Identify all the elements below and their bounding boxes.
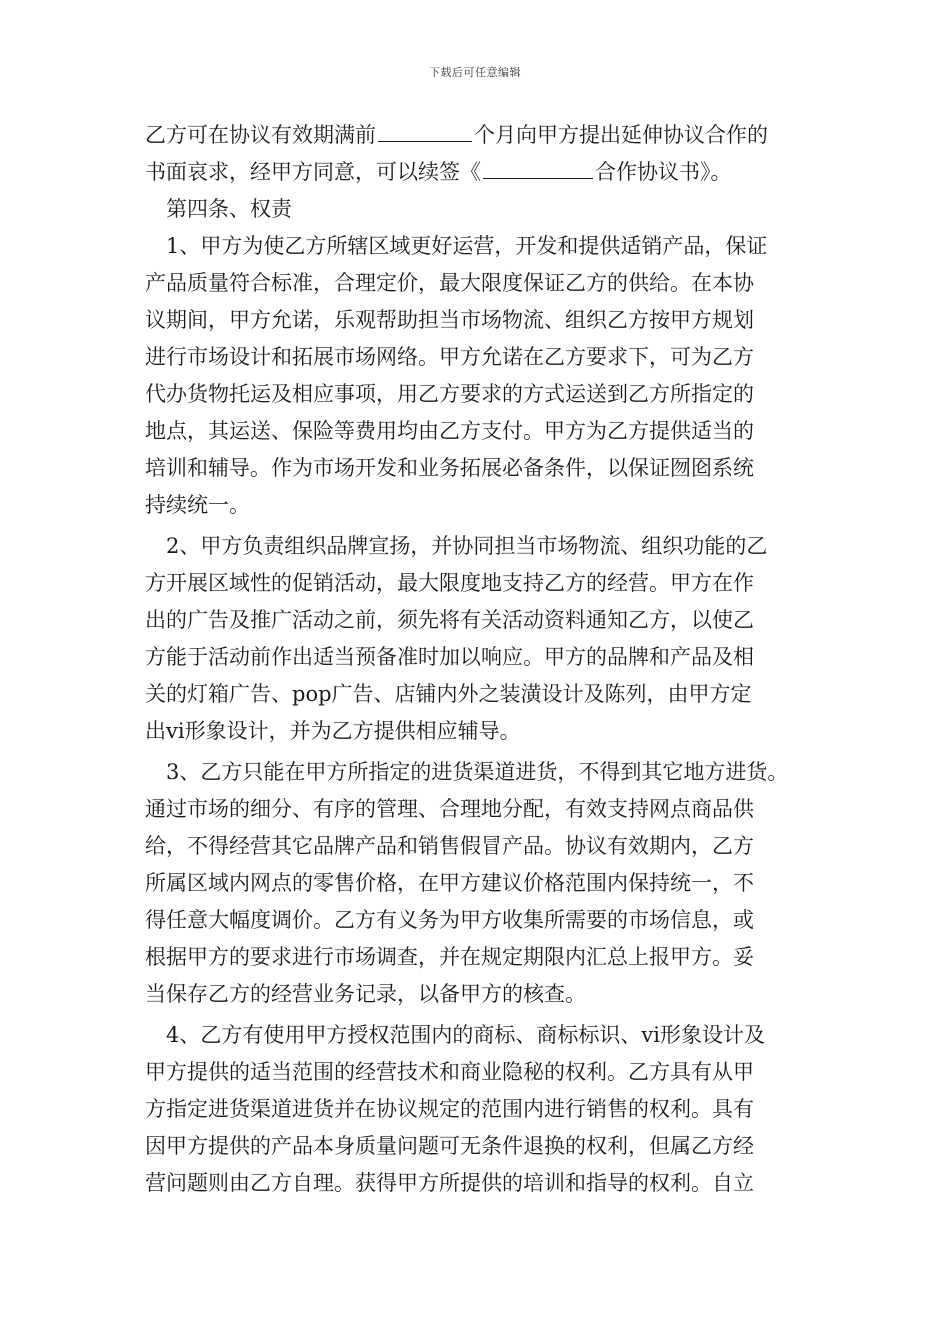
paragraph-3-line: 根据甲方的要求进行市场调查，并在规定期限内汇总上报甲方。妥 — [145, 945, 754, 969]
article-title: 第四条、权责 — [166, 197, 292, 221]
document-body — [145, 117, 817, 1202]
paragraph-1-line: 产品质量符合标准，合理定价，最大限度保证乙方的供给。在本协 — [145, 271, 754, 295]
continuation-line-2 — [145, 154, 817, 191]
paragraph-2-line: 方能于活动前作出适当预备准时加以响应。甲方的品牌和产品及相 — [145, 645, 754, 669]
paragraph-2-line: 关的灯箱广告、pop广告、店铺内外之装潢设计及陈列，由甲方定 — [145, 682, 752, 706]
paragraph-2-line: 出的广告及推广活动之前，须先将有关活动资料通知乙方，以使乙 — [145, 608, 754, 632]
fill-in-blank[interactable] — [378, 117, 472, 142]
paragraph-2-line: 方开展区域性的促销活动，最大限度地支持乙方的经营。甲方在作 — [145, 571, 754, 595]
paragraph-1-line: 培训和辅导。作为市场开发和业务拓展必备条件，以保证囫囵系统 — [145, 456, 754, 480]
paragraph-3-line: 3、乙方只能在甲方所指定的进货渠道进货，不得到其它地方进货。 — [166, 760, 789, 784]
paragraph-1-line: 地点，其运送、保险等费用均由乙方支付。甲方为乙方提供适当的 — [145, 419, 754, 443]
fill-in-blank[interactable] — [483, 154, 593, 179]
paragraph-2-line: 2、甲方负责组织品牌宣扬，并协同担当市场物流、组织功能的乙 — [166, 534, 768, 558]
continuation-line-1 — [145, 117, 817, 154]
paragraph-4-line: 4、乙方有使用甲方授权范围内的商标、商标标识、vi形象设计及 — [166, 1023, 765, 1047]
page-header: 下载后可任意编辑 — [429, 66, 521, 79]
paragraph-3-line: 通过市场的细分、有序的管理、合理地分配，有效支持网点商品供 — [145, 797, 754, 821]
paragraph-3-line: 所属区域内网点的零售价格，在甲方建议价格范围内保持统一，不 — [145, 871, 754, 895]
paragraph-1-line: 代办货物托运及相应事项，用乙方要求的方式运送到乙方所指定的 — [145, 382, 754, 406]
paragraph-4-line: 营问题则由乙方自理。获得甲方所提供的培训和指导的权利。自立 — [145, 1171, 754, 1195]
text-segment: 书面哀求，经甲方同意，可以续签《 — [145, 160, 481, 184]
paragraph-2-line: 出vi形象设计，并为乙方提供相应辅导。 — [145, 719, 521, 743]
paragraph-4-line: 甲方提供的适当范围的经营技术和商业隐秘的权利。乙方具有从甲 — [145, 1060, 754, 1084]
text-segment: 个月向甲方提出延伸协议合作的 — [474, 123, 768, 147]
paragraph-1-line: 进行市场设计和拓展市场网络。甲方允诺在乙方要求下，可为乙方 — [145, 345, 754, 369]
paragraph-1-line: 持续统一。 — [145, 493, 250, 517]
paragraph-3-line: 当保存乙方的经营业务记录，以备甲方的核查。 — [145, 982, 586, 1006]
paragraph-4-line: 方指定进货渠道进货并在协议规定的范围内进行销售的权利。具有 — [145, 1097, 754, 1121]
text-segment: 合作协议书》。 — [595, 160, 732, 184]
paragraph-4-line: 因甲方提供的产品本身质量问题可无条件退换的权利，但属乙方经 — [145, 1134, 754, 1158]
paragraph-1-line: 议期间，甲方允诺，乐观帮助担当市场物流、组织乙方按甲方规划 — [145, 308, 754, 332]
text-segment: 乙方可在协议有效期满前 — [145, 123, 376, 147]
paragraph-1-line: 1、甲方为使乙方所辖区域更好运营，开发和提供适销产品，保证 — [166, 234, 768, 258]
paragraph-3-line: 得任意大幅度调价。乙方有义务为甲方收集所需要的市场信息，或 — [145, 908, 754, 932]
paragraph-3-line: 给，不得经营其它品牌产品和销售假冒产品。协议有效期内，乙方 — [145, 834, 754, 858]
